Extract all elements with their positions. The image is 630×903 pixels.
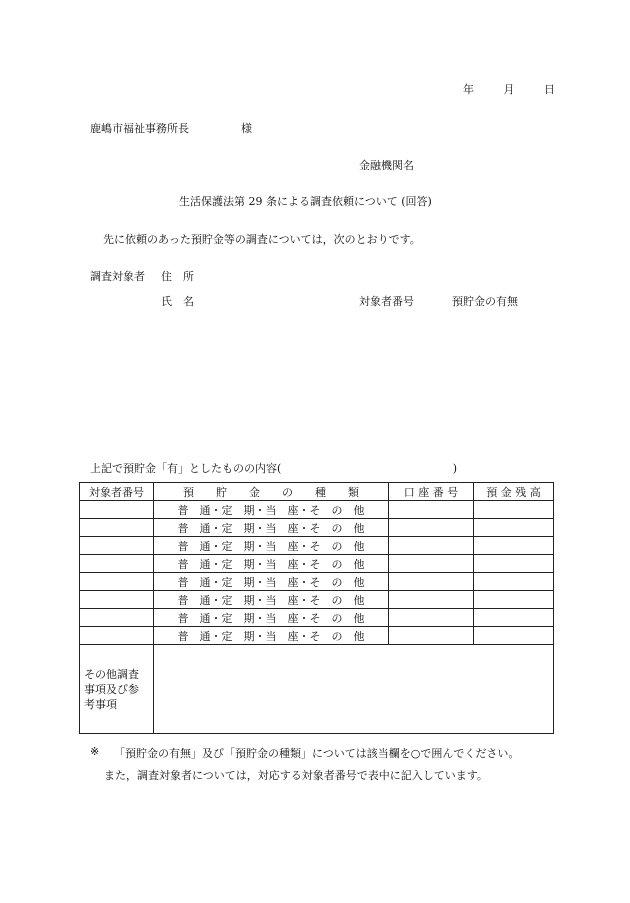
- cell-account-number[interactable]: [389, 573, 474, 591]
- cell-balance[interactable]: [474, 519, 554, 537]
- col-header-account-number: 口 座 番 号: [389, 483, 474, 501]
- date-line: [463, 81, 555, 97]
- remarks-row: [80, 645, 554, 734]
- page-title: 生活保護法第 29 条による調査依頼について (回答): [179, 195, 432, 208]
- cell-savings-type[interactable]: 普 通・定 期・当 座・そ の 他: [154, 555, 389, 573]
- savings-presence-label: 預貯金の有無: [452, 295, 518, 308]
- cell-savings-type[interactable]: 普 通・定 期・当 座・そ の 他: [154, 573, 389, 591]
- savings-table: [79, 482, 554, 734]
- addressee-name: 鹿嶋市福祉事務所長: [90, 122, 189, 135]
- cell-target-number[interactable]: [80, 573, 154, 591]
- footnote-line-2: また，調査対象者については，対応する対象者番号で表中に記入しています。: [104, 769, 488, 782]
- remarks-field[interactable]: [154, 645, 554, 734]
- intro-text: 先に依頼のあった預貯金等の調査については，次のとおりです。: [103, 233, 421, 246]
- table-row: [80, 627, 554, 645]
- cell-savings-type[interactable]: 普 通・定 期・当 座・そ の 他: [154, 519, 389, 537]
- cell-account-number[interactable]: [389, 519, 474, 537]
- cell-balance[interactable]: [474, 555, 554, 573]
- cell-account-number[interactable]: [389, 627, 474, 645]
- date-day: 日: [544, 83, 555, 96]
- cell-balance[interactable]: [474, 573, 554, 591]
- cell-account-number[interactable]: [389, 591, 474, 609]
- cell-balance[interactable]: [474, 591, 554, 609]
- cell-target-number[interactable]: [80, 609, 154, 627]
- cell-target-number[interactable]: [80, 591, 154, 609]
- subject-label: 調査対象者: [90, 270, 145, 283]
- cell-savings-type[interactable]: 普 通・定 期・当 座・そ の 他: [154, 537, 389, 555]
- table-header-row: [80, 483, 554, 501]
- cell-savings-type[interactable]: 普 通・定 期・当 座・そ の 他: [154, 627, 389, 645]
- cell-target-number[interactable]: [80, 555, 154, 573]
- cell-account-number[interactable]: [389, 609, 474, 627]
- date-year: 年: [463, 83, 474, 96]
- cell-savings-type[interactable]: 普 通・定 期・当 座・そ の 他: [154, 591, 389, 609]
- address-label: 住 所: [161, 270, 194, 283]
- table-row: [80, 555, 554, 573]
- details-heading-close: ): [452, 462, 458, 475]
- table-row: [80, 519, 554, 537]
- remarks-label: その他調査事項及び参考事項: [80, 645, 154, 734]
- table-row: [80, 573, 554, 591]
- col-header-target-number: 対象者番号: [80, 483, 154, 501]
- name-label: 氏 名: [161, 295, 194, 308]
- date-month: 月: [503, 83, 515, 96]
- addressee-suffix: 様: [241, 122, 252, 135]
- col-header-savings-type: 預 貯 金 の 種 類: [154, 483, 389, 501]
- table-row: [80, 501, 554, 519]
- cell-savings-type[interactable]: 普 通・定 期・当 座・そ の 他: [154, 501, 389, 519]
- cell-target-number[interactable]: [80, 519, 154, 537]
- details-heading: [90, 460, 457, 476]
- cell-balance[interactable]: [474, 537, 554, 555]
- footnote-line-1: 「預貯金の有無」及び「預貯金の種類」については該当欄を○で囲んでください。: [114, 747, 520, 760]
- col-header-balance: 預 金 残 高: [474, 483, 554, 501]
- cell-target-number[interactable]: [80, 501, 154, 519]
- sender-label: 金融機関名: [359, 159, 414, 172]
- cell-account-number[interactable]: [389, 537, 474, 555]
- table-row: [80, 537, 554, 555]
- cell-target-number[interactable]: [80, 537, 154, 555]
- cell-balance[interactable]: [474, 501, 554, 519]
- cell-account-number[interactable]: [389, 501, 474, 519]
- cell-target-number[interactable]: [80, 627, 154, 645]
- cell-balance[interactable]: [474, 627, 554, 645]
- footnote-mark: ※: [90, 745, 100, 758]
- table-row: [80, 591, 554, 609]
- details-heading-text: 上記で預貯金「有」としたものの内容(: [90, 462, 282, 475]
- table-row: [80, 609, 554, 627]
- cell-account-number[interactable]: [389, 555, 474, 573]
- cell-balance[interactable]: [474, 609, 554, 627]
- target-number-label: 対象者番号: [359, 295, 414, 308]
- cell-savings-type[interactable]: 普 通・定 期・当 座・そ の 他: [154, 609, 389, 627]
